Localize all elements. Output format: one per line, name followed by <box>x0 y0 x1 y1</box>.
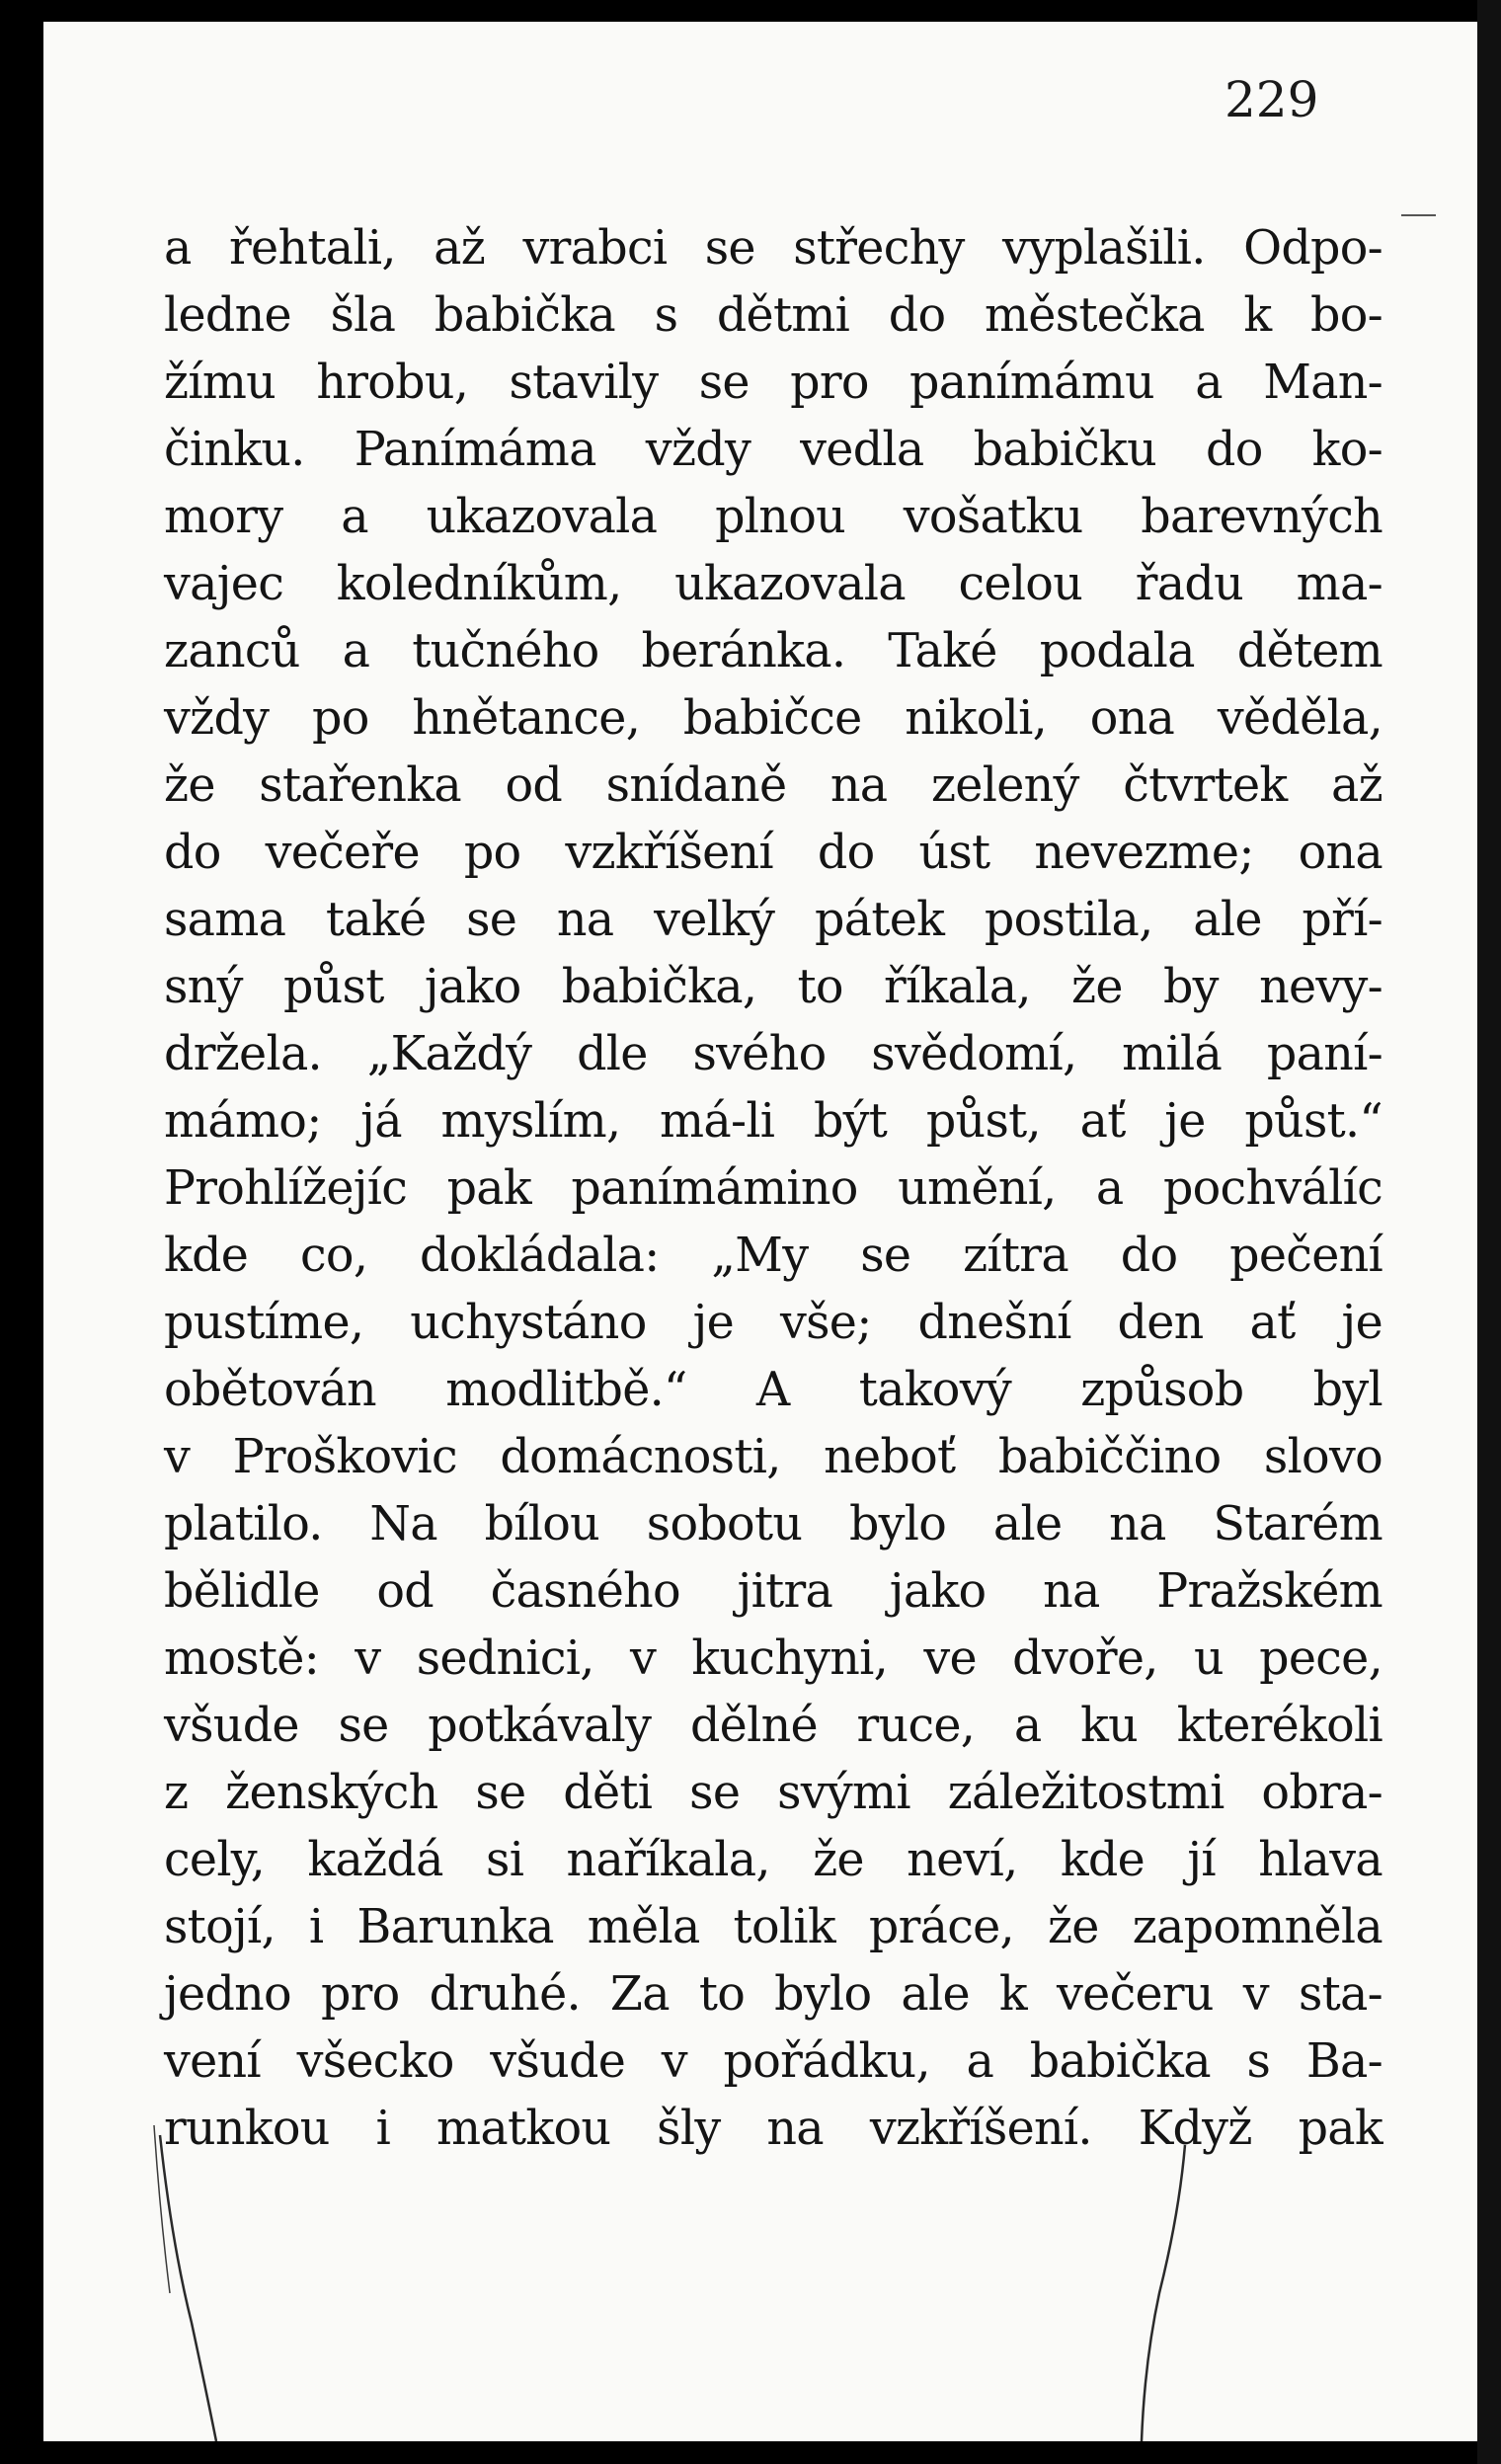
text-line: runkou i matkou šly na vzkříšení. Když pak <box>164 2102 1382 2156</box>
text-line: pustíme, uchystáno je vše; dnešní den ať je <box>164 1296 1382 1350</box>
text-line: a řehtali, až vrabci se střechy vyplašili. Odpo- <box>164 221 1382 276</box>
text-line: z ženských se děti se svými záležitostmi obra- <box>164 1766 1382 1820</box>
text-line: kde co, dokládala: „My se zítra do pečení <box>164 1229 1382 1283</box>
text-line: vždy po hnětance, babičce nikoli, ona věděla, <box>164 691 1382 746</box>
text-line: že stařenka od snídaně na zelený čtvrtek až <box>164 758 1382 813</box>
text-line: všude se potkávaly dělné ruce, a ku kterékoli <box>164 1699 1382 1753</box>
text-line: v Proškovic domácnosti, neboť babiččino slovo <box>164 1430 1382 1484</box>
text-line: bělidle od časného jitra jako na Pražském <box>164 1564 1382 1619</box>
text-line: platilo. Na bílou sobotu bylo ale na Starém <box>164 1497 1382 1551</box>
text-line: mory a ukazovala plnou vošatku barevných <box>164 490 1382 544</box>
text-line: mostě: v sednici, v kuchyni, ve dvoře, u pece, <box>164 1631 1382 1686</box>
text-line: jedno pro druhé. Za to bylo ale k večeru v sta- <box>164 1967 1382 2022</box>
page-number: 229 <box>1224 71 1319 128</box>
text-line: žímu hrobu, stavily se pro panímámu a Man- <box>164 356 1382 410</box>
text-line: obětován modlitbě.“ A takový způsob byl <box>164 1363 1382 1417</box>
scan-border-left <box>0 0 43 2464</box>
text-line: cely, každá si naříkala, že neví, kde jí hlava <box>164 1833 1382 1887</box>
text-line: držela. „Každý dle svého svědomí, milá paní- <box>164 1027 1382 1081</box>
text-line: vení všecko všude v pořádku, a babička s Ba- <box>164 2034 1382 2089</box>
scan-border-right <box>1477 0 1501 2464</box>
body-text <box>164 215 1382 2163</box>
text-line: vajec koledníkům, ukazovala celou řadu ma- <box>164 557 1382 611</box>
text-line: stojí, i Barunka měla tolik práce, že zapomněla <box>164 1900 1382 1954</box>
text-line: zanců a tučného beránka. Také podala dětem <box>164 624 1382 678</box>
text-line: ledne šla babička s dětmi do městečka k bo- <box>164 288 1382 343</box>
text-line: do večeře po vzkříšení do úst nevezme; ona <box>164 826 1382 880</box>
text-line: sama také se na velký pátek postila, ale pří- <box>164 893 1382 947</box>
text-line: sný půst jako babička, to říkala, že by nevy- <box>164 960 1382 1014</box>
text-line: Prohlížejíc pak panímámino umění, a pochválíc <box>164 1161 1382 1216</box>
book-page <box>43 22 1477 2441</box>
text-line: činku. Panímáma vždy vedla babičku do ko- <box>164 423 1382 477</box>
text-line: mámo; já myslím, má-li být půst, ať je půst.“ <box>164 1094 1382 1149</box>
